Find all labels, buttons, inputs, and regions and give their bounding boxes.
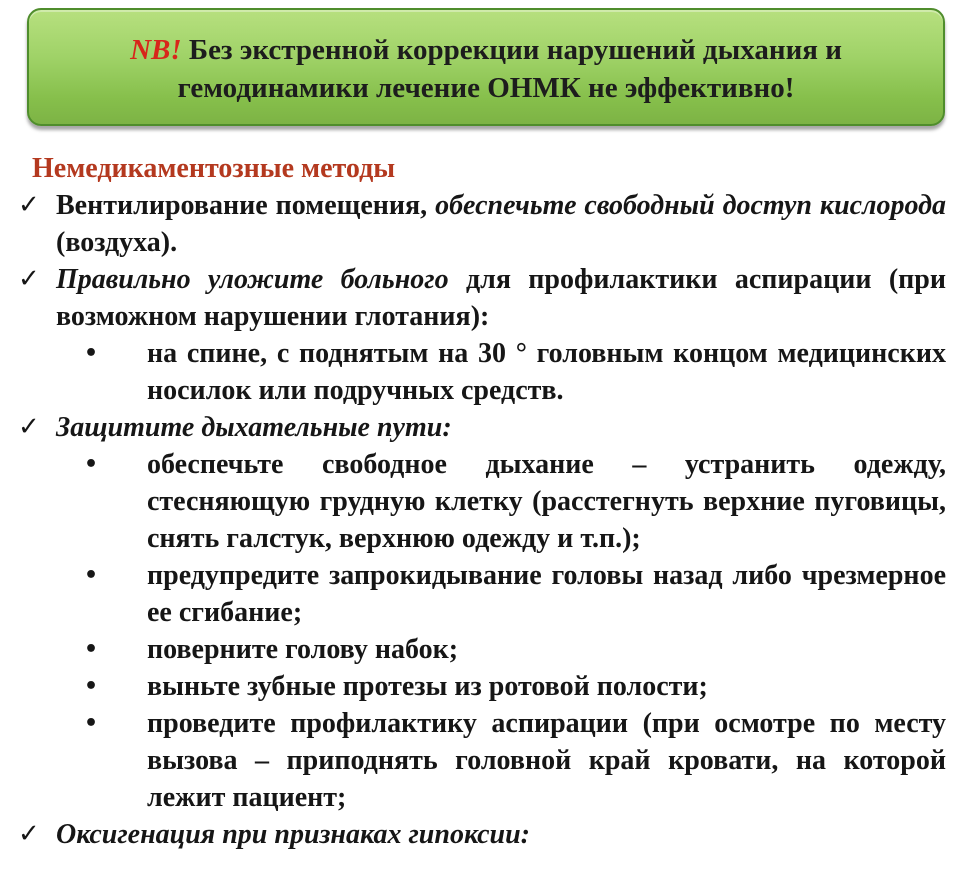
list-item-text: [56, 816, 946, 853]
list-item-text: [56, 187, 946, 261]
checkmark-icon: ✓: [18, 412, 40, 442]
item-italic-text: обеспечьте свободный доступ кислорода: [435, 190, 946, 221]
item-plain-text: Вентилирование помещения,: [56, 190, 436, 221]
sub-item: [18, 557, 946, 631]
nb-warning-banner: [27, 8, 945, 126]
checkmark-icon: ✓: [18, 819, 40, 849]
nb-label: NB!: [130, 34, 182, 66]
sub-item: [18, 705, 946, 816]
bullet-icon: •: [84, 637, 99, 662]
bullet-icon: •: [84, 563, 99, 588]
sub-item-text: поверните голову набок;: [147, 634, 459, 665]
section-heading: Немедикаментозные методы: [32, 153, 396, 184]
item-plain-text: для профилактики аспирации (при возможном нарушении глотания):: [56, 264, 946, 332]
sub-item-text: проведите профилактику аспирации (при осмотре по месту вызова – приподнять головной край кровати, на которой лежит пациент;: [147, 708, 946, 813]
list-item-text: [56, 409, 946, 446]
sub-item: [18, 335, 946, 409]
list-item-oxygenation: [18, 816, 946, 853]
bullet-icon: •: [84, 452, 99, 477]
banner-line-1: [29, 31, 943, 69]
sub-item: [18, 668, 946, 705]
banner-text-1: Без экстренной коррекции нарушений дыхания и: [188, 34, 842, 66]
checkmark-icon: ✓: [18, 264, 40, 294]
sub-item-text: предупредите запрокидывание головы назад либо чрезмерное ее сгибание;: [147, 560, 946, 628]
bullet-icon: •: [84, 674, 99, 699]
sub-item-text: на спине, с поднятым на 30 ° головным концом медицинских носилок или подручных средств.: [147, 338, 946, 406]
list-item-positioning: [18, 261, 946, 335]
banner-line-2: гемодинамики лечение ОНМК не эффективно!: [177, 72, 795, 104]
sub-item-text: обеспечьте свободное дыхание – устранить одежду, стесняющую грудную клетку (расстегнуть верхние пуговицы, снять галстук, верхнюю одежду и т.п.);: [147, 449, 946, 554]
bullet-icon: •: [84, 711, 99, 736]
sub-item: [18, 446, 946, 557]
item-italic-text: Защитите дыхательные пути:: [56, 412, 452, 443]
sub-item: [18, 631, 946, 668]
checkmark-icon: ✓: [18, 190, 40, 220]
list-item-text: [56, 261, 946, 335]
item-plain-text: (воздуха).: [56, 227, 178, 258]
item-italic-text: Правильно уложите больного: [56, 264, 449, 295]
sub-item-text: выньте зубные протезы из ротовой полости;: [147, 671, 708, 702]
list-item-airway: [18, 409, 946, 446]
bullet-icon: •: [84, 341, 99, 366]
item-italic-text: Оксигенация при признаках гипоксии:: [56, 819, 530, 850]
list-item-ventilation: [18, 187, 946, 261]
methods-section: [18, 150, 946, 853]
